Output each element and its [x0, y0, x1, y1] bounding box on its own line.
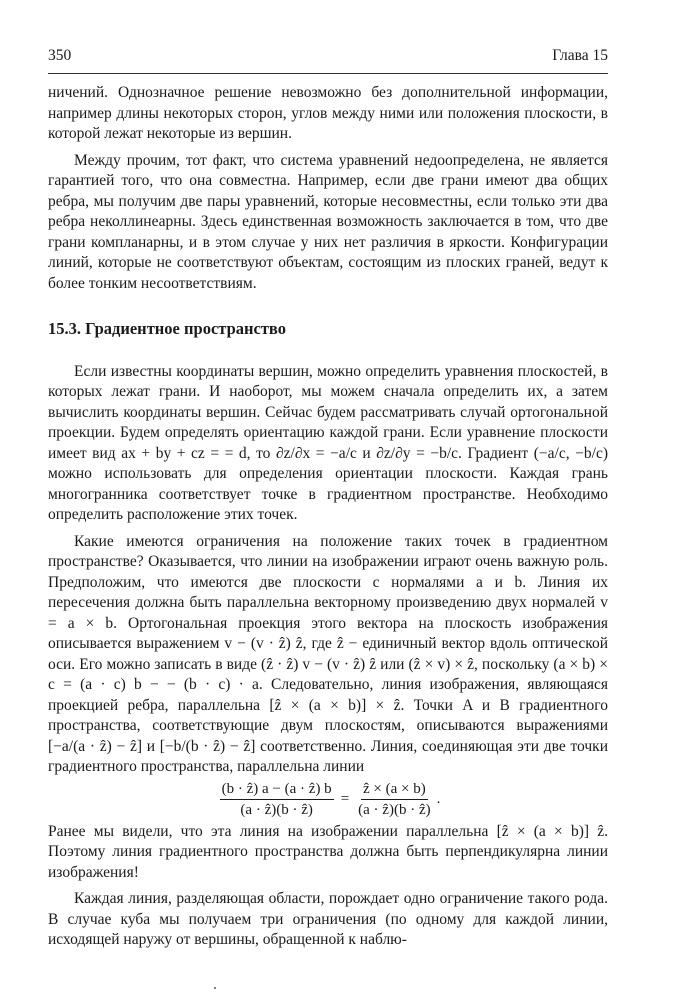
formula-right-numerator: ẑ × (a × b)	[361, 780, 428, 800]
formula-left-numerator: (b · ẑ) a − (a · ẑ) b	[220, 780, 334, 800]
paragraph: Если известны координаты вершин, можно определить уравнения плоскостей, в которых лежат грани. И наоборот, мы можем сначала определить их, а затем вычислить координаты вершин. Сейчас будем рассматривать случай ортогональной проекции. Будем определять ориентацию каждой грани. Если уравнение плоскости имеет вид ax + by + cz = = d, то ∂z/∂x = −a/c и ∂z/∂y = −b/c. Градиент (−a/c, −b/c) можно использовать для определения ориентации плоскости. Каждая грань многогранника соответствует точке в градиентном пространстве. Необходимо определить расположение этих точек.	[48, 362, 608, 523]
paragraph: Каждая линия, разделяющая области, порождает одно ограничение такого рода. В случае куба мы получаем три ограничения (по одному для каждой линии, исходящей наружу от вершины, обращенной к наблю-	[48, 890, 608, 948]
paragraph-continuation: ничений. Однозначное решение невозможно без дополнительной информации, например длины некоторых сторон, углов между ними или положения плоскости, в которой лежат некоторые из вершин.	[48, 84, 608, 142]
paragraph: Между прочим, тот факт, что система уравнений недоопределена, не является гарантией того, что она совместна. Например, если две грани имеют два общих ребра, мы получим две пары уравнений, которые несовместны, если только эти два ребра неколлинеарны. Здесь единственная возможность заключается в том, что две грани компланарны, и в этом случае у них нет различия в яркости. Конфигурации линий, которые не соответствуют объектам, состоящим из плоских граней, ведут к более тонким несоответствиям.	[48, 151, 608, 292]
formula-period: .	[436, 790, 441, 807]
page-number: 350	[48, 47, 72, 64]
formula-right-fraction	[356, 780, 432, 819]
print-speck	[214, 987, 216, 989]
section-heading: 15.3. Градиентное пространство	[48, 319, 286, 338]
display-formula	[48, 780, 608, 819]
header-rule	[48, 73, 608, 74]
running-header	[48, 46, 608, 66]
paragraph: Какие имеются ограничения на положение таких точек в градиентном пространстве? Оказывается, что линии на изображении играют очень важную роль. Предположим, что имеются две плоскости с нормалями a и b. Линия их пересечения должна быть параллельна векторному произведению двух нормалей v = a × b. Ортогональная проекция этого вектора на плоскость изображения описывается выражением v − (v · ẑ) ẑ, где ẑ − единичный вектор вдоль оптической оси. Его можно записать в виде (ẑ · ẑ) v − (v · ẑ) ẑ или (ẑ × v) × ẑ, поскольку (a × b) × c = (a · c) b − − (b · c) · a. Следовательно, линия изображения, являющаяся проекцией ребра, параллельна [ẑ × (a × b)] × ẑ. Точки A и B градиентного пространства, соответствующие двум плоскостям, описываются выражениями [−a/(a · ẑ) − ẑ] и [−b/(b · ẑ) − ẑ] соответственно. Линия, соединяющая эти две точки градиентного пространства, параллельна линии	[48, 532, 608, 775]
formula-left-fraction	[220, 780, 334, 819]
formula-left-denominator: (a · ẑ)(b · ẑ)	[240, 801, 313, 818]
chapter-label: Глава 15	[552, 47, 608, 64]
formula-equals-sign: =	[340, 790, 350, 807]
paragraph-after-formula: Ранее мы видели, что эта линия на изображении параллельна [ẑ × (a × b)] ẑ. Поэтому линия градиентного пространства должна быть перпендикулярна линии изображения!	[48, 822, 608, 881]
formula-right-denominator: (a · ẑ)(b · ẑ)	[358, 801, 431, 818]
page-body	[48, 83, 608, 951]
